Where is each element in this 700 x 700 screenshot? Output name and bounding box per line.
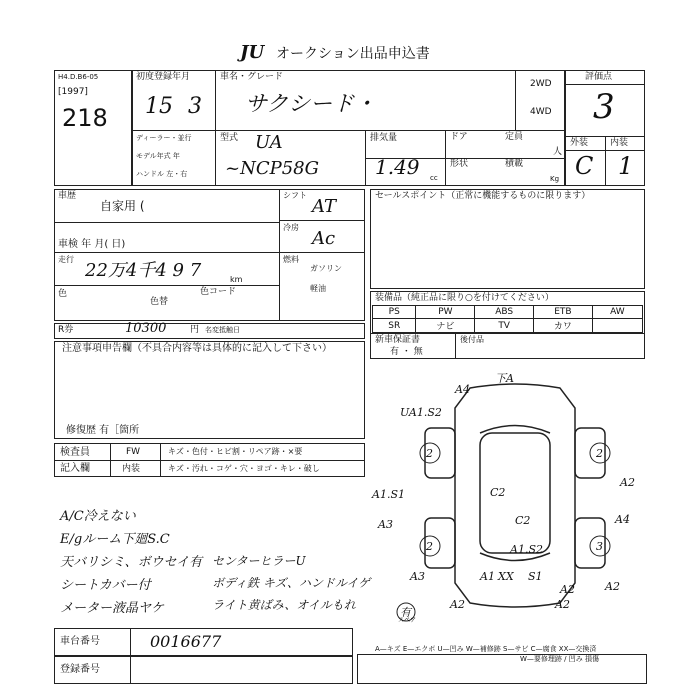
equipment-row (373, 306, 643, 319)
note-line: メーター液晶ヤケ (60, 601, 165, 616)
type-label: 型式 (220, 133, 239, 143)
drive-2wd: 2WD (530, 79, 552, 89)
damage-mark: C2 (490, 486, 506, 499)
equipment-table (372, 305, 643, 333)
mileage-label: 走行 (58, 255, 74, 264)
legend-2: W—要修理跡 / 凹み 損傷 (520, 655, 599, 663)
equipment-cell: PW (416, 306, 475, 319)
notes-left (60, 510, 210, 620)
cooling-value: Ac (312, 228, 336, 249)
car-outline (455, 384, 575, 607)
equipment-cell: AW (592, 306, 642, 319)
fw-desc: キズ・色付・ヒビ割・リペア跡・×要 (168, 447, 303, 456)
note-line: 天バリシミ、ボウセイ有 (60, 555, 203, 570)
tire-value: 3 (596, 540, 603, 553)
inspect-col-label: 検査員 (60, 447, 90, 458)
equipment-cell (592, 319, 642, 333)
note-line: ライト黄ばみ、オイルもれ (212, 598, 356, 612)
car-damage-diagram (370, 368, 660, 623)
spare-label: スペア (398, 617, 417, 623)
stamp-code: H4.D.B6-05 (58, 73, 99, 81)
model-code: ~NCP58G (225, 158, 319, 179)
fw-label: FW (126, 447, 141, 457)
first-reg-month: 3 (188, 94, 202, 119)
recycle-label: R券 (58, 325, 74, 335)
note-line: センターヒラーU (212, 554, 306, 568)
damage-mark: A2 (555, 598, 570, 611)
equipment-cell: PS (373, 306, 416, 319)
notes-right (212, 555, 372, 625)
tire-value: 2 (426, 540, 433, 553)
drive-4wd: 4WD (530, 107, 552, 117)
notice-label: 注意事項申告欄（不具合内容等は具体的に記入して下さい） (62, 343, 332, 354)
fuel-label: 燃料 (283, 255, 299, 264)
equipment-cell: TV (475, 319, 534, 333)
displacement-value: 1.49 (375, 155, 420, 179)
new-warranty-label: 新車保証書 (375, 335, 421, 345)
cooling-label: 冷房 (283, 223, 299, 232)
reg-label: 登録番号 (60, 664, 100, 675)
interior-desc: キズ・汚れ・コゲ・穴・ヨゴ・キレ・破し (168, 464, 320, 473)
equipment-cell: SR (373, 319, 416, 333)
damage-mark: A4 (615, 513, 630, 526)
tire-value: 2 (596, 447, 603, 460)
note-line: ボディ鉄 キズ、ハンドルイゲ (212, 576, 371, 590)
color-label: 色 (58, 289, 68, 299)
damage-mark: A1.S1 (372, 488, 405, 501)
color-code-label: 色コード (200, 287, 237, 297)
interior-row-label: 内装 (122, 464, 141, 474)
doors-label: ドア (450, 132, 468, 142)
tire-value: 2 (426, 447, 433, 460)
damage-mark: A3 (378, 518, 393, 531)
year-note: [1997] (58, 87, 88, 97)
header (240, 44, 480, 64)
page-title: オークション出品申込書 (276, 46, 430, 62)
car-name-label: 車名・グレード (220, 72, 284, 82)
note-line: A/C冷えない (60, 509, 136, 524)
equipment-row (373, 319, 643, 333)
after-product-label: 後付品 (460, 335, 484, 344)
repair-label: 修復歴 有［箇所 (66, 425, 140, 436)
shift-label: シフト (283, 191, 307, 200)
car-history-value: 自家用 ( (100, 199, 145, 213)
equipment-cell: ETB (533, 306, 592, 319)
mileage-value: 22万4千4 9 7 (85, 260, 202, 281)
shape-label: 形状 (450, 159, 469, 169)
recycle-value: 10300 (125, 321, 167, 336)
damage-mark: A2 (620, 476, 635, 489)
damage-mark: S1 (528, 570, 543, 583)
car-name-value: サクシード・ (245, 92, 377, 117)
displacement-label: 排気量 (370, 133, 398, 143)
damage-mark: A2 (450, 598, 465, 611)
warranty-choice: 有 ・ 無 (390, 347, 423, 357)
shift-value: AT (312, 196, 337, 217)
damage-mark: A1 (480, 570, 495, 583)
first-reg-label: 初度登録年月 (136, 72, 191, 82)
sales-box (370, 189, 645, 289)
model-year-label: モデル年式 年 (136, 152, 180, 160)
damage-mark: A3 (410, 570, 425, 583)
equipment-cell: ナビ (416, 319, 475, 333)
eval-score: 3 (593, 87, 615, 127)
cc-unit: cc (430, 174, 438, 182)
vehicle-info-box (132, 70, 565, 186)
damage-mark: A2 (605, 580, 620, 593)
car-history-label: 車歴 (58, 191, 77, 201)
measure-box (357, 654, 647, 684)
chassis-label: 車台番号 (60, 636, 100, 647)
damage-mark: C2 (515, 514, 531, 527)
damage-mark: A4 (455, 383, 470, 396)
interior-grade: 1 (618, 152, 634, 180)
legend: A—キズ E—エクボ U—凹み W—補修跡 S—サビ C—腐食 XX—交換済 (375, 645, 597, 653)
sales-point-label: セールスポイント（正常に機能するものに限ります） (375, 191, 591, 201)
damage-mark: A1.S2 (510, 543, 543, 556)
name-change-label: 名変抵触日 (205, 326, 240, 334)
dealer-label: ディーラー・並行 (136, 134, 192, 142)
yen-unit: 円 (190, 325, 200, 335)
type-value: UA (255, 132, 283, 153)
exterior-grade: C (575, 152, 594, 180)
windshield (480, 426, 550, 434)
handle-label: ハンドル 左・右 (136, 170, 188, 178)
equipment-label: 装備品（純正品に限り○を付けてください） (375, 293, 554, 303)
note-line: シートカバー付 (60, 578, 151, 593)
eval-label: 評価点 (585, 72, 613, 82)
damage-mark: XX (498, 570, 514, 583)
km-unit: km (230, 275, 243, 284)
damage-mark: 下A (495, 372, 514, 385)
diesel-label: 軽油 (310, 284, 326, 293)
lot-number: 218 (62, 104, 108, 132)
equipment-cell: ABS (475, 306, 534, 319)
inspection-label: 車検 年 月( 日) (58, 239, 126, 250)
exterior-label: 外装 (570, 138, 589, 148)
kg-unit: Kg (550, 175, 560, 183)
first-reg-year: 15 (145, 94, 173, 119)
chassis-value: 0016677 (150, 632, 222, 651)
equipment-cell: カワ (533, 319, 592, 333)
person-unit: 人 (553, 147, 563, 157)
entry-col-label: 記入欄 (60, 463, 90, 474)
damage-mark: UA1.S2 (400, 406, 442, 419)
interior-label: 内装 (610, 138, 629, 148)
load-label: 積載 (505, 159, 524, 169)
gasoline-label: ガソリン (310, 264, 342, 273)
spare-value: 有 (400, 606, 411, 619)
damage-mark: A2 (560, 583, 575, 596)
capacity-label: 定員 (505, 132, 524, 142)
color-change-label: 色替 (150, 297, 169, 307)
note-line: E/gルーム下廻S.C (60, 532, 170, 547)
logo: JU (240, 42, 265, 63)
